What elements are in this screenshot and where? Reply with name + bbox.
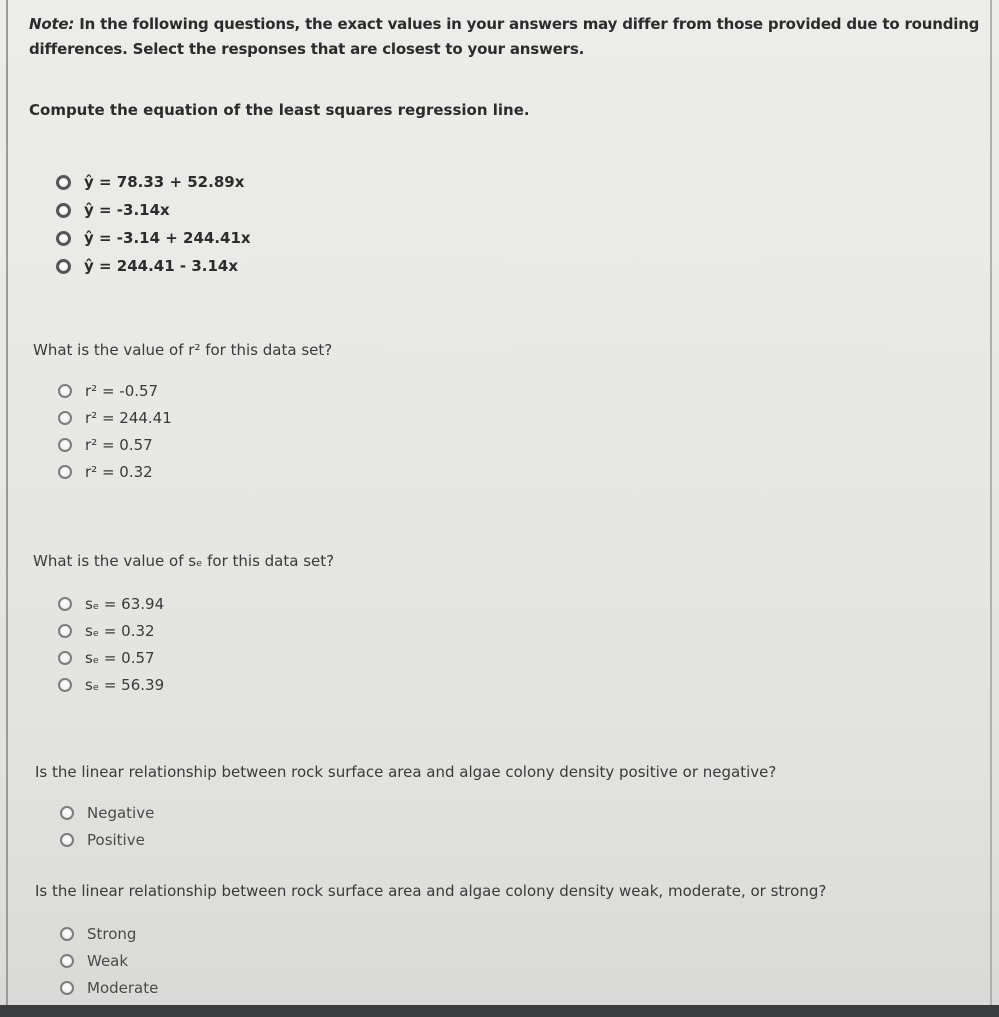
question-regression-line: Compute the equation of the least squares regression line. — [29, 101, 530, 119]
option-label: sₑ = 0.32 — [85, 621, 155, 640]
option-label: ŷ = -3.14 + 244.41x — [84, 229, 251, 247]
option-label: ŷ = -3.14x — [84, 201, 170, 219]
option-label: Positive — [87, 830, 145, 849]
options-standard-error — [58, 590, 164, 698]
radio-button[interactable] — [56, 231, 71, 246]
options-direction — [60, 799, 154, 853]
option-standard-error-3[interactable] — [58, 644, 164, 671]
question-r-squared: What is the value of r² for this data set? — [33, 341, 333, 359]
radio-button[interactable] — [56, 203, 71, 218]
radio-button[interactable] — [58, 438, 72, 452]
option-label: ŷ = 78.33 + 52.89x — [84, 173, 245, 191]
option-r-squared-3[interactable] — [58, 431, 172, 458]
option-standard-error-2[interactable] — [58, 617, 164, 644]
option-regression-4[interactable] — [56, 252, 251, 280]
option-label: Weak — [87, 951, 129, 970]
radio-button[interactable] — [56, 175, 71, 190]
question-direction: Is the linear relationship between rock surface area and algae colony density positive or negative? — [35, 763, 777, 781]
note-prefix: Note: — [29, 15, 75, 33]
option-label: sₑ = 63.94 — [85, 594, 165, 613]
radio-button[interactable] — [58, 465, 72, 479]
option-label: r² = 244.41 — [85, 408, 172, 427]
content-frame — [6, 0, 992, 1008]
option-label: r² = -0.57 — [85, 381, 159, 400]
option-label: sₑ = 56.39 — [85, 675, 165, 694]
radio-button[interactable] — [56, 259, 71, 274]
option-direction-negative[interactable] — [60, 799, 154, 826]
option-r-squared-2[interactable] — [58, 404, 172, 431]
option-r-squared-4[interactable] — [58, 458, 172, 485]
radio-button[interactable] — [58, 678, 72, 692]
option-standard-error-1[interactable] — [58, 590, 164, 617]
instructions-note — [29, 12, 984, 62]
option-label: sₑ = 0.57 — [85, 648, 155, 667]
option-label: Strong — [87, 924, 137, 943]
option-regression-1[interactable] — [56, 168, 251, 196]
radio-button[interactable] — [58, 411, 72, 425]
option-label: Negative — [87, 803, 155, 822]
option-r-squared-1[interactable] — [58, 377, 172, 404]
radio-button[interactable] — [60, 927, 74, 941]
radio-button[interactable] — [60, 954, 74, 968]
note-text: In the following questions, the exact values in your answers may differ from those provided due to rounding differences. Select the responses that are closest to your answers. — [29, 15, 980, 58]
option-strength-strong[interactable] — [60, 920, 158, 947]
option-strength-weak[interactable] — [60, 947, 158, 974]
option-regression-3[interactable] — [56, 224, 251, 252]
option-label: r² = 0.57 — [85, 435, 153, 454]
option-label: ŷ = 244.41 - 3.14x — [84, 257, 239, 275]
question-strength: Is the linear relationship between rock surface area and algae colony density weak, moderate, or strong? — [35, 882, 827, 900]
options-r-squared — [58, 377, 172, 485]
bottom-bar — [0, 1005, 999, 1017]
option-label: Moderate — [87, 978, 159, 997]
radio-button[interactable] — [58, 597, 72, 611]
options-regression-line — [56, 168, 251, 280]
radio-button[interactable] — [60, 981, 74, 995]
radio-button[interactable] — [60, 806, 74, 820]
radio-button[interactable] — [60, 833, 74, 847]
radio-button[interactable] — [58, 651, 72, 665]
radio-button[interactable] — [58, 624, 72, 638]
options-strength — [60, 920, 158, 1001]
question-standard-error: What is the value of sₑ for this data set? — [33, 552, 335, 570]
option-label: r² = 0.32 — [85, 462, 153, 481]
option-strength-moderate[interactable] — [60, 974, 158, 1001]
option-standard-error-4[interactable] — [58, 671, 164, 698]
option-regression-2[interactable] — [56, 196, 251, 224]
radio-button[interactable] — [58, 384, 72, 398]
option-direction-positive[interactable] — [60, 826, 154, 853]
